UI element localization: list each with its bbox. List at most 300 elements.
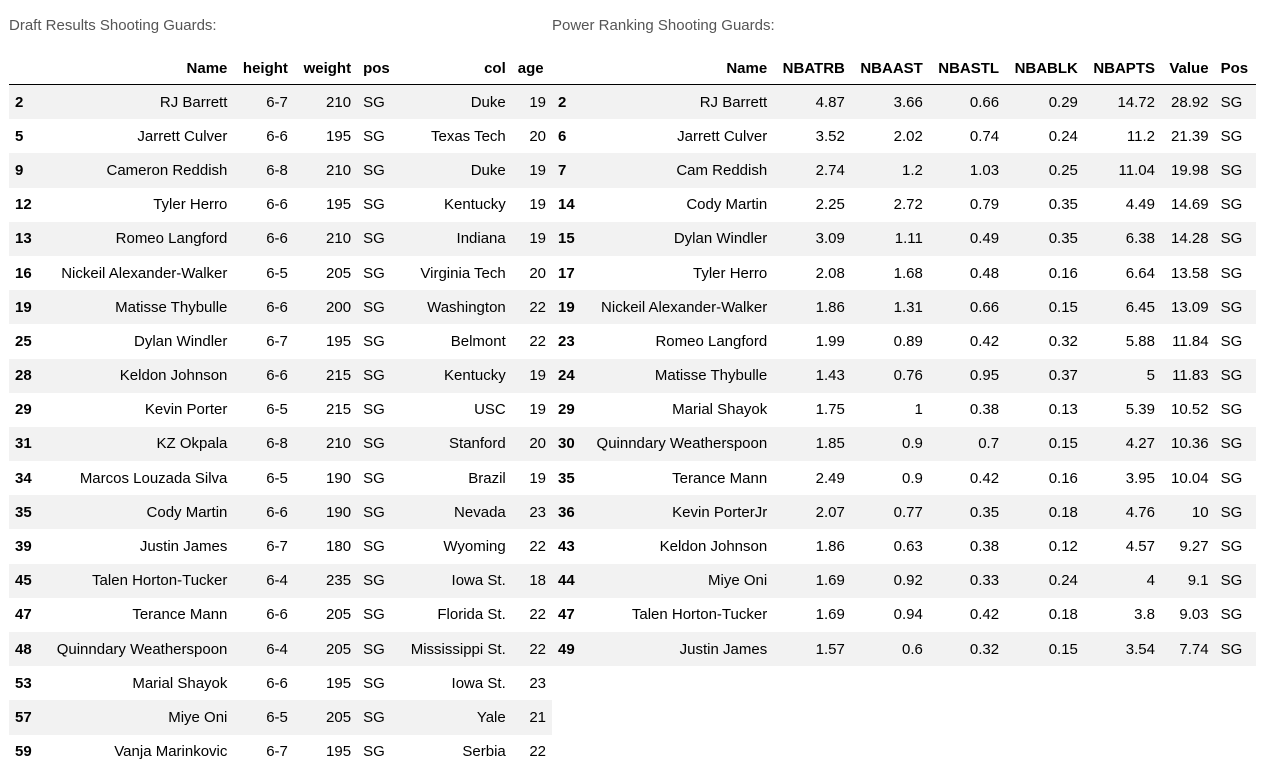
table-row <box>552 359 1256 393</box>
header-row <box>552 52 1256 85</box>
weight-cell: 190 <box>326 469 352 487</box>
nbastl-cell: 0.42 <box>969 332 1000 350</box>
height-cell: 6-6 <box>266 606 288 624</box>
index-header <box>552 52 582 85</box>
index-cell: 35 <box>558 469 575 487</box>
name-cell: Nickeil Alexander-Walker <box>582 290 773 324</box>
nbapts-cell: 14.72 <box>1084 85 1161 120</box>
col-cell: USC <box>474 401 506 419</box>
pos-cell: SG <box>363 469 385 487</box>
nbaast-cell: 0.76 <box>851 359 929 393</box>
pos-cell: SG <box>357 700 398 734</box>
name-cell: Vanja Marinkovic <box>114 743 228 761</box>
nbablk-cell: 0.18 <box>1005 495 1084 529</box>
index-cell: 5 <box>15 127 24 145</box>
name-cell: Romeo Langford <box>655 332 768 350</box>
weight-cell: 205 <box>326 606 352 624</box>
table-row <box>552 427 1256 461</box>
nbapts-cell: 11.2 <box>1126 127 1155 145</box>
table-row <box>9 119 552 153</box>
power-ranking-caption: Power Ranking Shooting Guards: <box>552 17 775 34</box>
nbatrb-cell: 1.86 <box>815 538 845 556</box>
height-cell: 6-4 <box>233 564 294 598</box>
pos-cell: SG <box>357 564 398 598</box>
col-cell: Nevada <box>398 495 512 529</box>
draft-results-caption: Draft Results Shooting Guards: <box>9 17 217 34</box>
age-cell: 21 <box>512 700 552 734</box>
nbastl-cell: 0.49 <box>929 222 1005 256</box>
index-cell: 23 <box>558 332 575 350</box>
table-row <box>552 188 1256 222</box>
value-cell: 14.28 <box>1161 222 1215 256</box>
nbapts-cell: 4.49 <box>1125 196 1155 214</box>
pos-cell: SG <box>357 153 398 187</box>
index-cell: 19 <box>9 290 39 324</box>
weight-cell: 210 <box>294 153 357 187</box>
name-cell: Jarrett Culver <box>137 127 228 145</box>
name-cell: Romeo Langford <box>39 222 233 256</box>
index-cell: 36 <box>552 495 582 529</box>
draft-results-table <box>9 52 552 769</box>
table-row <box>552 153 1256 187</box>
nbastl-cell: 0.38 <box>969 401 1000 419</box>
nbapts-cell: 11.04 <box>1084 153 1161 187</box>
index-cell: 30 <box>552 427 582 461</box>
name-header: Name <box>39 52 233 85</box>
value-cell: 11.84 <box>1172 332 1209 350</box>
nbaast-cell: 0.92 <box>851 564 929 598</box>
index-cell: 17 <box>558 264 575 282</box>
age-cell: 20 <box>529 127 546 145</box>
nbaast-cell: 0.9 <box>901 469 923 487</box>
pos-cell: SG <box>1215 632 1256 666</box>
age-cell: 19 <box>529 469 546 487</box>
index-cell: 59 <box>15 743 32 761</box>
weight-cell: 235 <box>294 564 357 598</box>
name-cell: Terance Mann <box>132 606 228 624</box>
nbastl-cell: 0.79 <box>969 196 1000 214</box>
nbablk-cell: 0.35 <box>1048 196 1078 214</box>
index-cell: 9 <box>9 153 39 187</box>
table-row <box>9 495 552 529</box>
name-cell: Justin James <box>582 632 773 666</box>
index-cell: 15 <box>552 222 582 256</box>
weight-cell: 210 <box>294 222 357 256</box>
nbablk-cell: 0.25 <box>1005 153 1084 187</box>
nbablk-cell: 0.29 <box>1005 85 1084 120</box>
nbatrb-cell: 3.09 <box>773 222 851 256</box>
power-ranking-body <box>552 85 1256 667</box>
index-cell: 6 <box>558 127 567 145</box>
nbatrb-cell: 2.08 <box>815 264 845 282</box>
power-ranking-table <box>552 52 1256 666</box>
height-cell: 6-5 <box>233 700 294 734</box>
nbapts-cell: 6.45 <box>1084 290 1161 324</box>
nbatrb-cell: 4.87 <box>773 85 851 120</box>
draft-results-header <box>9 52 552 85</box>
nbapts-cell: 5 <box>1084 359 1161 393</box>
pos-cell: SG <box>357 359 398 393</box>
nbapts-cell: 4.27 <box>1084 427 1161 461</box>
col-cell: Yale <box>398 700 512 734</box>
name-cell: Miye Oni <box>39 700 233 734</box>
table-row <box>9 735 552 769</box>
index-cell: 31 <box>9 427 39 461</box>
name-cell: Kevin Porter <box>144 401 228 419</box>
pos-cell: SG <box>363 196 385 214</box>
value-cell: 10 <box>1161 495 1215 529</box>
nbapts-cell: 4 <box>1084 564 1161 598</box>
nbastl-cell: 0.42 <box>969 469 1000 487</box>
nbastl-cell: 1.03 <box>929 153 1005 187</box>
table-row <box>9 529 552 563</box>
nbaast-cell: 0.89 <box>893 332 923 350</box>
pos-cell: SG <box>1215 564 1256 598</box>
nbastl-cell: 0.48 <box>969 264 1000 282</box>
name-cell: Tyler Herro <box>693 264 768 282</box>
pos-cell: SG <box>1220 264 1243 282</box>
nbablk-cell: 0.12 <box>1048 538 1078 556</box>
index-cell: 2 <box>9 85 39 120</box>
name-cell: Quinndary Weatherspoon <box>582 427 773 461</box>
nbapts-cell: 3.8 <box>1134 606 1155 624</box>
weight-cell: 205 <box>294 632 357 666</box>
age-cell: 19 <box>512 222 552 256</box>
nbastl-cell: 0.38 <box>969 538 1000 556</box>
nbablk-cell: 0.24 <box>1005 564 1084 598</box>
nbastl-cell: 0.74 <box>969 127 1000 145</box>
nbatrb-cell: 1.57 <box>773 632 851 666</box>
age-cell: 18 <box>512 564 552 598</box>
col-cell: Wyoming <box>443 538 506 556</box>
index-cell: 7 <box>552 153 582 187</box>
pos-cell: SG <box>1220 196 1243 214</box>
nbapts-cell: 5.88 <box>1125 332 1155 350</box>
pos-cell: SG <box>363 743 385 761</box>
nbapts-cell: 4.57 <box>1125 538 1155 556</box>
nbapts-cell: 5.39 <box>1125 401 1155 419</box>
age-cell: 20 <box>512 427 552 461</box>
nbastl-cell: 0.7 <box>929 427 1005 461</box>
value-cell: 13.09 <box>1161 290 1215 324</box>
age-cell: 22 <box>529 743 546 761</box>
pos-cell: SG <box>1215 222 1256 256</box>
col-cell: Duke <box>398 153 512 187</box>
table-row <box>552 529 1256 563</box>
age-cell: 19 <box>512 153 552 187</box>
pos-cell: SG <box>363 538 385 556</box>
table-row <box>552 119 1256 153</box>
table-row <box>9 666 552 700</box>
header-row <box>9 52 552 85</box>
index-cell: 48 <box>9 632 39 666</box>
value-cell: 9.03 <box>1179 606 1209 624</box>
pos-cell: SG <box>1215 427 1256 461</box>
col-cell: Duke <box>398 85 512 120</box>
pos-cell: SG <box>1220 332 1243 350</box>
name-cell: Marcos Louzada Silva <box>79 469 228 487</box>
index-cell: 2 <box>552 85 582 120</box>
pos-cell: SG <box>357 495 398 529</box>
pos-cell: SG <box>357 427 398 461</box>
nbaast-cell: 3.66 <box>851 85 929 120</box>
height-cell: 6-4 <box>233 632 294 666</box>
nbapts-header: NBAPTS <box>1084 52 1161 85</box>
table-row <box>9 324 552 358</box>
index-cell: 12 <box>15 196 32 214</box>
power-ranking-header <box>552 52 1256 85</box>
nbastl-cell: 0.95 <box>929 359 1005 393</box>
age-cell: 22 <box>512 290 552 324</box>
table-row <box>552 324 1256 358</box>
nbatrb-header: NBATRB <box>773 52 851 85</box>
index-cell: 53 <box>15 674 32 692</box>
nbaast-cell: 2.72 <box>893 196 923 214</box>
nbapts-cell: 3.54 <box>1084 632 1161 666</box>
nbastl-cell: 0.42 <box>969 606 1000 624</box>
nbatrb-cell: 1.86 <box>773 290 851 324</box>
age-cell: 23 <box>529 674 546 692</box>
height-cell: 6-8 <box>233 153 294 187</box>
nbastl-cell: 0.35 <box>929 495 1005 529</box>
age-header: age <box>512 52 552 85</box>
name-cell: RJ Barrett <box>582 85 773 120</box>
pos-cell: SG <box>1215 85 1256 120</box>
nbablk-cell: 0.15 <box>1005 427 1084 461</box>
draft-results-body <box>9 85 552 769</box>
weight-cell: 205 <box>326 264 352 282</box>
table-row <box>552 222 1256 256</box>
pos-cell: SG <box>1220 469 1243 487</box>
nbaast-cell: 1.68 <box>893 264 923 282</box>
index-cell: 24 <box>552 359 582 393</box>
col-cell: Virginia Tech <box>420 264 506 282</box>
name-cell: RJ Barrett <box>39 85 233 120</box>
nbaast-cell: 0.63 <box>893 538 923 556</box>
height-cell: 6-7 <box>266 332 288 350</box>
nbatrb-cell: 1.75 <box>815 401 845 419</box>
height-cell: 6-8 <box>233 427 294 461</box>
nbatrb-cell: 3.52 <box>815 127 845 145</box>
index-cell: 19 <box>552 290 582 324</box>
nbatrb-cell: 1.69 <box>815 606 845 624</box>
col-cell: Brazil <box>468 469 506 487</box>
name-cell: Cody Martin <box>686 196 768 214</box>
nbaast-cell: 1.2 <box>851 153 929 187</box>
nbapts-cell: 4.76 <box>1084 495 1161 529</box>
value-header: Value <box>1161 52 1215 85</box>
nbablk-header: NBABLK <box>1005 52 1084 85</box>
index-cell: 45 <box>9 564 39 598</box>
nbatrb-cell: 1.85 <box>773 427 851 461</box>
age-cell: 19 <box>529 196 546 214</box>
pos-cell: SG <box>357 85 398 120</box>
table-row <box>552 290 1256 324</box>
height-cell: 6-6 <box>233 495 294 529</box>
nbapts-cell: 6.38 <box>1084 222 1161 256</box>
col-cell: Iowa St. <box>398 564 512 598</box>
col-header: col <box>398 52 512 85</box>
index-cell: 39 <box>15 538 32 556</box>
weight-cell: 200 <box>294 290 357 324</box>
height-cell: 6-6 <box>266 127 288 145</box>
nbablk-cell: 0.24 <box>1048 127 1078 145</box>
table-row <box>9 153 552 187</box>
age-cell: 22 <box>529 332 546 350</box>
pos-cell: SG <box>1220 606 1243 624</box>
name-cell: Cameron Reddish <box>39 153 233 187</box>
col-cell: Washington <box>398 290 512 324</box>
name-cell: Cody Martin <box>39 495 233 529</box>
nbablk-cell: 0.35 <box>1005 222 1084 256</box>
age-cell: 22 <box>512 632 552 666</box>
value-cell: 7.74 <box>1161 632 1215 666</box>
index-cell: 16 <box>15 264 32 282</box>
name-cell: Dylan Windler <box>582 222 773 256</box>
pos-cell: SG <box>1215 359 1256 393</box>
pos-cell: SG <box>357 222 398 256</box>
nbastl-cell: 0.66 <box>929 290 1005 324</box>
index-cell: 47 <box>15 606 32 624</box>
pos-cell: SG <box>1215 153 1256 187</box>
table-row <box>552 598 1256 632</box>
pos-cell: SG <box>363 264 385 282</box>
pos-cell: SG <box>363 127 385 145</box>
nbastl-header: NBASTL <box>929 52 1005 85</box>
age-cell: 19 <box>512 85 552 120</box>
pos-cell: SG <box>363 606 385 624</box>
nbaast-cell: 0.6 <box>851 632 929 666</box>
name-cell: KZ Okpala <box>39 427 233 461</box>
name-cell: Tyler Herro <box>153 196 228 214</box>
height-cell: 6-7 <box>266 743 288 761</box>
height-cell: 6-6 <box>233 359 294 393</box>
nbablk-cell: 0.15 <box>1005 290 1084 324</box>
age-cell: 22 <box>529 538 546 556</box>
index-cell: 14 <box>558 196 575 214</box>
age-cell: 19 <box>529 401 546 419</box>
name-cell: Cam Reddish <box>582 153 773 187</box>
pos-cell: SG <box>363 401 385 419</box>
pos-cell: SG <box>363 674 385 692</box>
index-cell: 28 <box>9 359 39 393</box>
nbastl-cell: 0.33 <box>929 564 1005 598</box>
name-cell: Kevin PorterJr <box>582 495 773 529</box>
pos-cell: SG <box>1215 290 1256 324</box>
nbaast-header: NBAAST <box>851 52 929 85</box>
name-cell: Marial Shayok <box>132 674 228 692</box>
name-cell: Jarrett Culver <box>677 127 768 145</box>
col-cell: Serbia <box>462 743 506 761</box>
nbaast-cell: 2.02 <box>893 127 923 145</box>
pos-cell: SG <box>363 332 385 350</box>
height-cell: 6-6 <box>266 674 288 692</box>
table-row <box>552 564 1256 598</box>
nbaast-cell: 0.77 <box>851 495 929 529</box>
col-cell: Kentucky <box>444 196 506 214</box>
index-cell: 47 <box>558 606 575 624</box>
weight-cell: 215 <box>326 401 352 419</box>
nbatrb-cell: 1.99 <box>815 332 845 350</box>
height-cell: 6-6 <box>266 196 288 214</box>
table-row <box>552 461 1256 495</box>
weight-cell: 180 <box>326 538 352 556</box>
table-row <box>552 85 1256 120</box>
nbatrb-cell: 2.25 <box>815 196 845 214</box>
index-cell: 43 <box>558 538 575 556</box>
weight-header: weight <box>294 52 357 85</box>
nbablk-cell: 0.18 <box>1048 606 1078 624</box>
age-cell: 23 <box>512 495 552 529</box>
table-row <box>9 85 552 120</box>
weight-cell: 195 <box>326 127 352 145</box>
pos-cell: SG <box>357 632 398 666</box>
age-cell: 20 <box>529 264 546 282</box>
nbablk-cell: 0.32 <box>1048 332 1078 350</box>
age-cell: 22 <box>529 606 546 624</box>
pos-cell: SG <box>357 290 398 324</box>
name-cell: Matisse Thybulle <box>39 290 233 324</box>
col-cell: Belmont <box>450 332 506 350</box>
index-cell: 49 <box>552 632 582 666</box>
height-cell: 6-7 <box>266 538 288 556</box>
table-row <box>9 461 552 495</box>
table-row <box>552 632 1256 666</box>
name-cell: Dylan Windler <box>134 332 228 350</box>
nbatrb-cell: 2.74 <box>773 153 851 187</box>
nbaast-cell: 1.11 <box>851 222 929 256</box>
name-cell: Matisse Thybulle <box>582 359 773 393</box>
nbapts-cell: 6.64 <box>1125 264 1155 282</box>
nbatrb-cell: 2.49 <box>815 469 845 487</box>
nbablk-cell: 0.16 <box>1048 264 1078 282</box>
age-cell: 19 <box>512 359 552 393</box>
height-header: height <box>233 52 294 85</box>
value-cell: 19.98 <box>1161 153 1215 187</box>
value-cell: 21.39 <box>1171 127 1209 145</box>
col-cell: Texas Tech <box>430 127 506 145</box>
table-row <box>9 427 552 461</box>
value-cell: 9.27 <box>1179 538 1209 556</box>
nbapts-cell: 3.95 <box>1125 469 1155 487</box>
table-row <box>9 598 552 632</box>
col-cell: Stanford <box>398 427 512 461</box>
height-cell: 6-5 <box>266 401 288 419</box>
name-header: Name <box>582 52 773 85</box>
weight-cell: 210 <box>294 85 357 120</box>
index-cell: 25 <box>15 332 32 350</box>
weight-cell: 205 <box>294 700 357 734</box>
col-cell: Florida St. <box>437 606 506 624</box>
table-row <box>9 188 552 222</box>
nbablk-cell: 0.13 <box>1048 401 1078 419</box>
pos-cell: SG <box>1220 401 1243 419</box>
col-cell: Indiana <box>398 222 512 256</box>
weight-cell: 210 <box>294 427 357 461</box>
name-cell: Marial Shayok <box>672 401 768 419</box>
weight-cell: 195 <box>326 196 352 214</box>
value-cell: 28.92 <box>1161 85 1215 120</box>
table-row <box>9 359 552 393</box>
nbaast-cell: 1.31 <box>851 290 929 324</box>
name-cell: Keldon Johnson <box>39 359 233 393</box>
name-cell: Miye Oni <box>582 564 773 598</box>
nbaast-cell: 1 <box>914 401 923 419</box>
index-cell: 13 <box>9 222 39 256</box>
height-cell: 6-5 <box>266 264 288 282</box>
height-cell: 6-6 <box>233 222 294 256</box>
table-row <box>9 700 552 734</box>
